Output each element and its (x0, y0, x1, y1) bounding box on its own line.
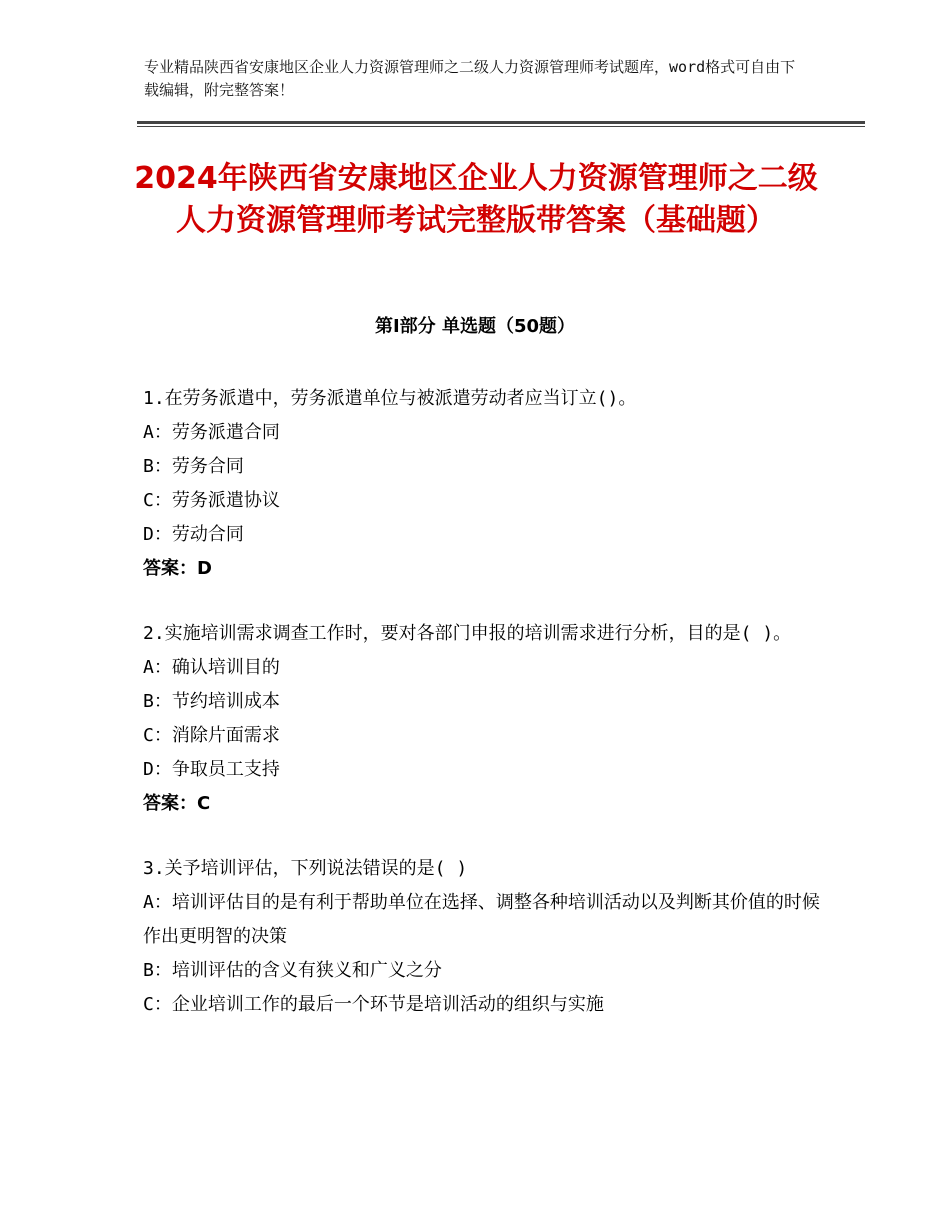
option-b: B：节约培训成本 (143, 691, 280, 712)
question-2 (143, 617, 823, 821)
question-stem: 3.关予培训评估，下列说法错误的是( ) (143, 858, 468, 879)
question-stem: 2.实施培训需求调查工作时，要对各部门申报的培训需求进行分析，目的是( )。 (143, 623, 792, 644)
option-d: D：争取员工支持 (143, 759, 280, 780)
header-rule (137, 121, 865, 124)
question-1 (143, 382, 823, 586)
answer: 答案：C (143, 793, 211, 814)
option-a: A：劳务派遣合同 (143, 422, 280, 443)
option-a: A：确认培训目的 (143, 657, 280, 678)
question-list (143, 382, 823, 1053)
question-3 (143, 852, 823, 1022)
option-d: D：劳动合同 (143, 524, 244, 545)
option-b: B：劳务合同 (143, 456, 244, 477)
option-c: C：企业培训工作的最后一个环节是培训活动的组织与实施 (143, 994, 604, 1015)
option-c: C：消除片面需求 (143, 725, 280, 746)
section-heading: 第Ⅰ部分 单选题（50题） (374, 316, 575, 337)
option-a: A：培训评估目的是有利于帮助单位在选择、调整各种培训活动以及判断其价值的时候作出更明智的决策 (143, 892, 820, 947)
option-c: C：劳务派遣协议 (143, 490, 280, 511)
document-title: 2024年陕西省安康地区企业人力资源管理师之二级人力资源管理师考试完整版带答案（基础题） (134, 161, 818, 238)
header-note: 专业精品陕西省安康地区企业人力资源管理师之二级人力资源管理师考试题库，word格式可自由下载编辑，附完整答案！ (144, 58, 796, 99)
answer: 答案：D (143, 558, 212, 579)
option-b: B：培训评估的含义有狭义和广义之分 (143, 960, 442, 981)
question-stem: 1.在劳务派遣中，劳务派遣单位与被派遣劳动者应当订立()。 (143, 388, 637, 409)
